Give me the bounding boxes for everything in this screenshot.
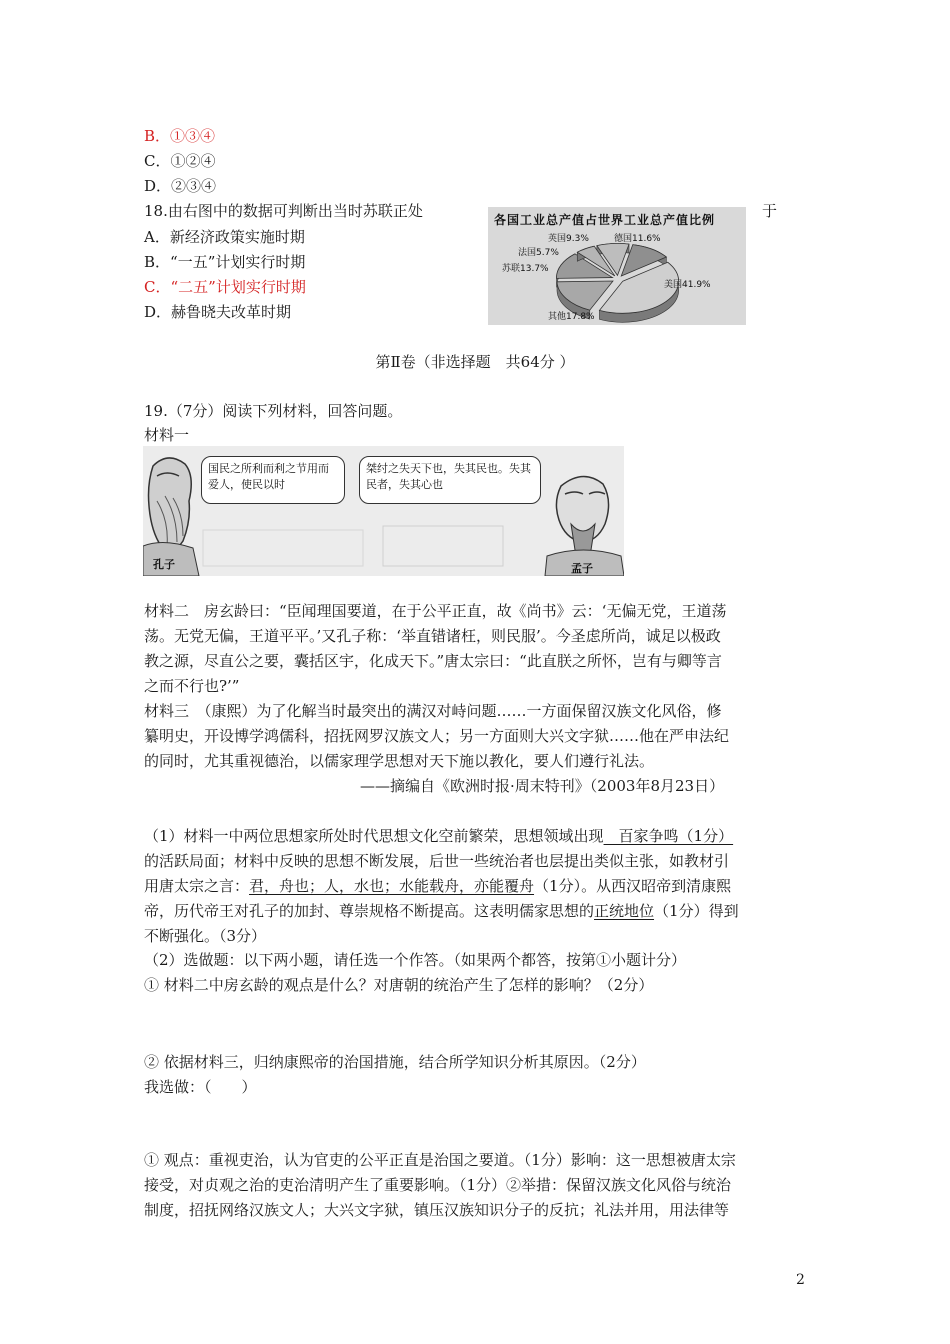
page-number: 2 bbox=[796, 1272, 805, 1288]
pie-chart-svg bbox=[488, 207, 746, 325]
chart-title: 各国工业总产值占世界工业总产值比例 bbox=[494, 213, 716, 227]
option-c-prev: C．①②④ bbox=[144, 152, 216, 170]
q18-option-c: C．“二五”计划实行时期 bbox=[144, 278, 306, 296]
part2-instruction: （2）选做题：以下两小题，请任选一个作答。（如果两个都答，按第①小题计分） bbox=[144, 951, 687, 969]
part2-choice-2: ② 依据材料三，归纳康熙帝的治国措施，结合所学知识分析其原因。（2分） bbox=[144, 1053, 646, 1071]
q18-stem-tail: 于 bbox=[762, 202, 778, 220]
q18-option-a: A．新经济政策实施时期 bbox=[144, 228, 305, 246]
q18-stem: 18.由右图中的数据可判断出当时苏联正处 bbox=[144, 202, 423, 220]
part1-line-3 bbox=[144, 876, 731, 896]
material1-label: 材料一 bbox=[144, 426, 190, 444]
part1-line-5: 不断强化。（3分） bbox=[144, 927, 267, 945]
mencius-speech-bubble: 桀纣之失天下也，失其民也。失其民者，失其心也 bbox=[359, 456, 541, 504]
material3-line-1: 材料三 （康熙）为了化解当时最突出的满汉对峙问题……一方面保留汉族文化风俗，修 bbox=[144, 702, 722, 720]
part1-line-1 bbox=[144, 826, 733, 846]
answer-hundred-schools: 百家争鸣（1分） bbox=[603, 827, 734, 845]
pie-label-3: 其他17.8% bbox=[548, 312, 595, 322]
part1-line-4-text: 帝，历代帝王对孔子的加封、尊崇规格不断提高。这表明儒家思想的 bbox=[144, 902, 595, 920]
part1-line-3-tail: （1分）。从西汉昭帝到清康熙 bbox=[534, 877, 732, 895]
material3-line-3: 的同时，尤其重视德治，以儒家理学思想对天下施以教化，要人们遵行礼法。 bbox=[144, 752, 655, 770]
option-d-prev: D．②③④ bbox=[144, 177, 217, 195]
material2-line-4: 之而不行也?’” bbox=[144, 677, 240, 695]
part1-line-4 bbox=[144, 901, 739, 921]
answer-boat-water-quote: 君，舟也；人，水也；水能载舟，亦能覆舟 bbox=[249, 877, 535, 895]
pie-label-2: 美国41.9% bbox=[664, 280, 711, 290]
material3-source: ——摘编自《欧洲时报·周末特刊》（2003年8月23日） bbox=[360, 777, 725, 795]
q18-option-b: B．“一五”计划实行时期 bbox=[144, 253, 306, 271]
industrial-output-pie-chart bbox=[488, 207, 746, 325]
answer-orthodox-status: 正统地位 bbox=[594, 902, 655, 920]
material2-line-2: 荡。无党无偏，王道平平。’又孔子称：‘举直错诸枉，则民服’。今圣虑所尚，诚足以极政 bbox=[144, 627, 721, 645]
part2-my-choice: 我选做：（ ） bbox=[144, 1078, 257, 1096]
pie-label-4: 苏联13.7% bbox=[502, 264, 549, 274]
confucius-speech-bubble: 国民之所利而利之节用而爱人，使民以时 bbox=[201, 456, 345, 504]
material3-line-2: 纂明史，开设博学鸿儒科，招抚网罗汉族文人；另一方面则大兴文字狱……他在严申法纪 bbox=[144, 727, 730, 745]
confucius-name-label: 孔子 bbox=[153, 558, 175, 571]
option-b-prev: B．①③④ bbox=[144, 127, 216, 145]
material2-line-1: 材料二 房玄龄曰：“臣闻理国要道，在于公平正直，故《尚书》云：‘无偏无党，王道荡 bbox=[144, 602, 727, 620]
pie-label-5: 法国5.7% bbox=[518, 248, 559, 258]
q19-stem: 19.（7分）阅读下列材料，回答问题。 bbox=[144, 402, 403, 420]
answer-line-2: 接受，对贞观之治的吏治清明产生了重要影响。（1分）②举措：保留汉族文化风俗与统治 bbox=[144, 1176, 732, 1194]
answer-line-1: ① 观点：重视吏治，认为官吏的公平正直是治国之要道。（1分）影响：这一思想被唐太宗 bbox=[144, 1151, 736, 1169]
pie-label-0: 英国9.3% bbox=[548, 234, 589, 244]
part1-line-4-tail: （1分）得到 bbox=[654, 902, 739, 920]
part1-line-1-text: （1）材料一中两位思想家所处时代思想文化空前繁荣，思想领域出现 bbox=[144, 827, 604, 845]
part1-line-2: 的活跃局面；材料中反映的思想不断发展，后世一些统治者也层提出类似主张，如教材引 bbox=[144, 852, 730, 870]
part1-line-3-text: 用唐太宗之言： bbox=[144, 877, 250, 895]
part2-choice-1: ① 材料二中房玄龄的观点是什么？对唐朝的统治产生了怎样的影响？（2分） bbox=[144, 976, 654, 994]
mencius-name-label: 孟子 bbox=[571, 562, 593, 575]
q18-option-d: D．赫鲁晓夫改革时期 bbox=[144, 303, 292, 321]
answer-line-3: 制度，招抚网络汉族文人；大兴文字狱，镇压汉族知识分子的反抗；礼法并用，用法律等 bbox=[144, 1201, 730, 1219]
material2-line-3: 教之源，尽直公之要，囊括区宇，化成天下。”唐太宗曰：“此直朕之所怀，岂有与卿等言 bbox=[144, 652, 722, 670]
material1-comic bbox=[143, 446, 624, 576]
pie-label-1: 德国11.6% bbox=[614, 234, 661, 244]
section2-title: 第Ⅱ卷（非选择题 共64分 ） bbox=[375, 353, 575, 371]
